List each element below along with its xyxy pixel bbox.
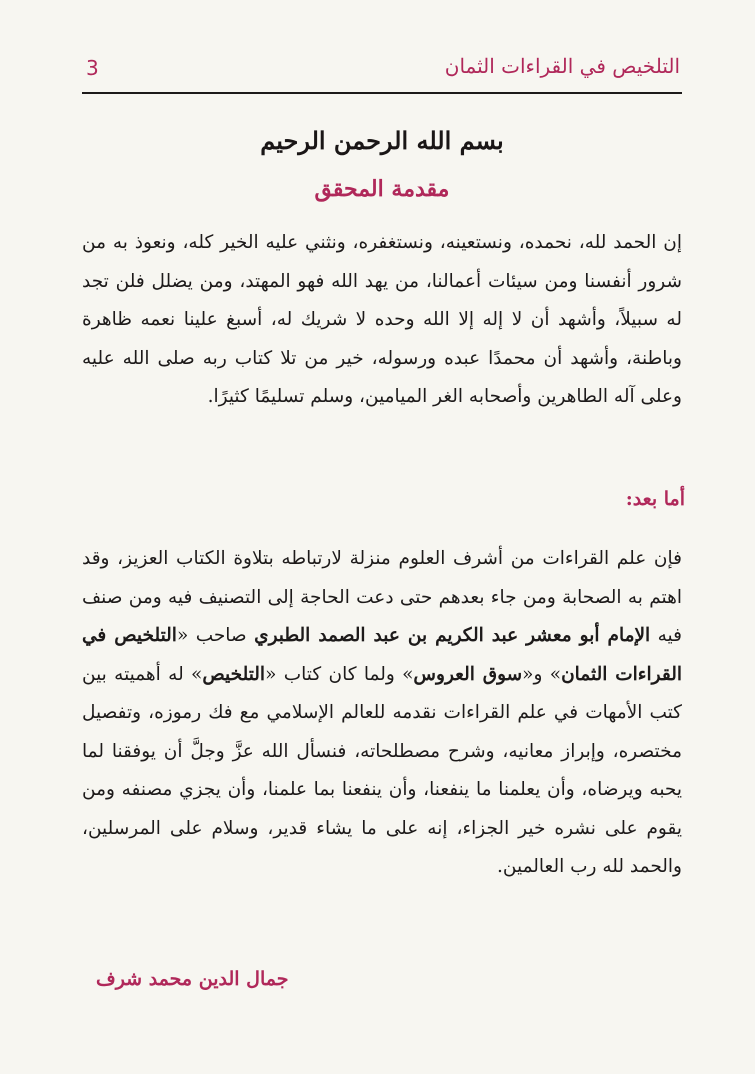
page-number: 3 — [86, 56, 99, 80]
book-title: سوق العروس — [413, 663, 523, 685]
book-title: التلخيص في القراءات الثمان — [82, 625, 682, 685]
author-name: الإمام أبو معشر عبد الكريم بن عبد الصمد الطبري — [254, 625, 651, 646]
page-header — [82, 52, 682, 90]
book-title: التلخيص — [202, 663, 266, 685]
running-title: التلخيص في القراءات الثمان — [444, 54, 680, 78]
paragraph-2-text: فإن علم القراءات من أشرف العلوم منزلة لارتباطه بتلاوة الكتاب العزيز، وقد اهتم به الصحابة ومن جاء بعدهم حتى دعت الحاجة إلى التصنيف فيه ومن صنف فيه — [82, 548, 682, 646]
header-rule — [82, 92, 682, 94]
signature: جمال الدين محمد شرف — [96, 968, 289, 990]
intro-heading: مقدمة المحقق — [314, 176, 450, 202]
paragraph-1: إن الحمد لله، نحمده، ونستعينه، ونستغفره، ونثني عليه الخير كله، ونعوذ به من شرور أنفسنا ومن سيئات أعمالنا، من يهد الله فهو المهتد، ومن يضلل فلن تجد له سبيلاً، وأشهد أن لا إله إلا الله وحده لا شريك له، أسبغ علينا نعمه ظاهرة وباطنة، وأشهد أن محمدًا عبده ورسوله، خير من تلا كتاب ربه صلى الله عليه وعلى آله الطاهرين وأصحابه الغر الميامين، وسلم تسليمًا كثيرًا. — [82, 232, 682, 407]
basmala: بسم الله الرحمن الرحيم — [260, 126, 504, 155]
paragraph-2-text: صاحب « — [176, 625, 255, 646]
paragraph-2-text: » و« — [522, 663, 562, 685]
paragraph-2 — [82, 540, 682, 887]
paragraph-2-text: » ولما كان كتاب « — [265, 663, 414, 685]
ama-heading: أما بعد: — [625, 488, 685, 510]
paragraph-2-text: » له أهميته بين كتب الأمهات في علم القراءات نقدمه للعالم الإسلامي مع فك رموزه، وتفصيل مختصره، وإبراز معانيه، وشرح مصطلحاته، فنسأل الله عزَّ وجلَّ أن يوفقنا لما يحبه ويرضاه، وأن يعلمنا ما ينفعنا، وأن ينفعنا بما علمنا، وأن يجزي مصنفه ومن يقوم على نشره خير الجزاء، إنه على ما يشاء قدير، وسلام على المرسلين، والحمد لله رب العالمين. — [82, 663, 682, 877]
